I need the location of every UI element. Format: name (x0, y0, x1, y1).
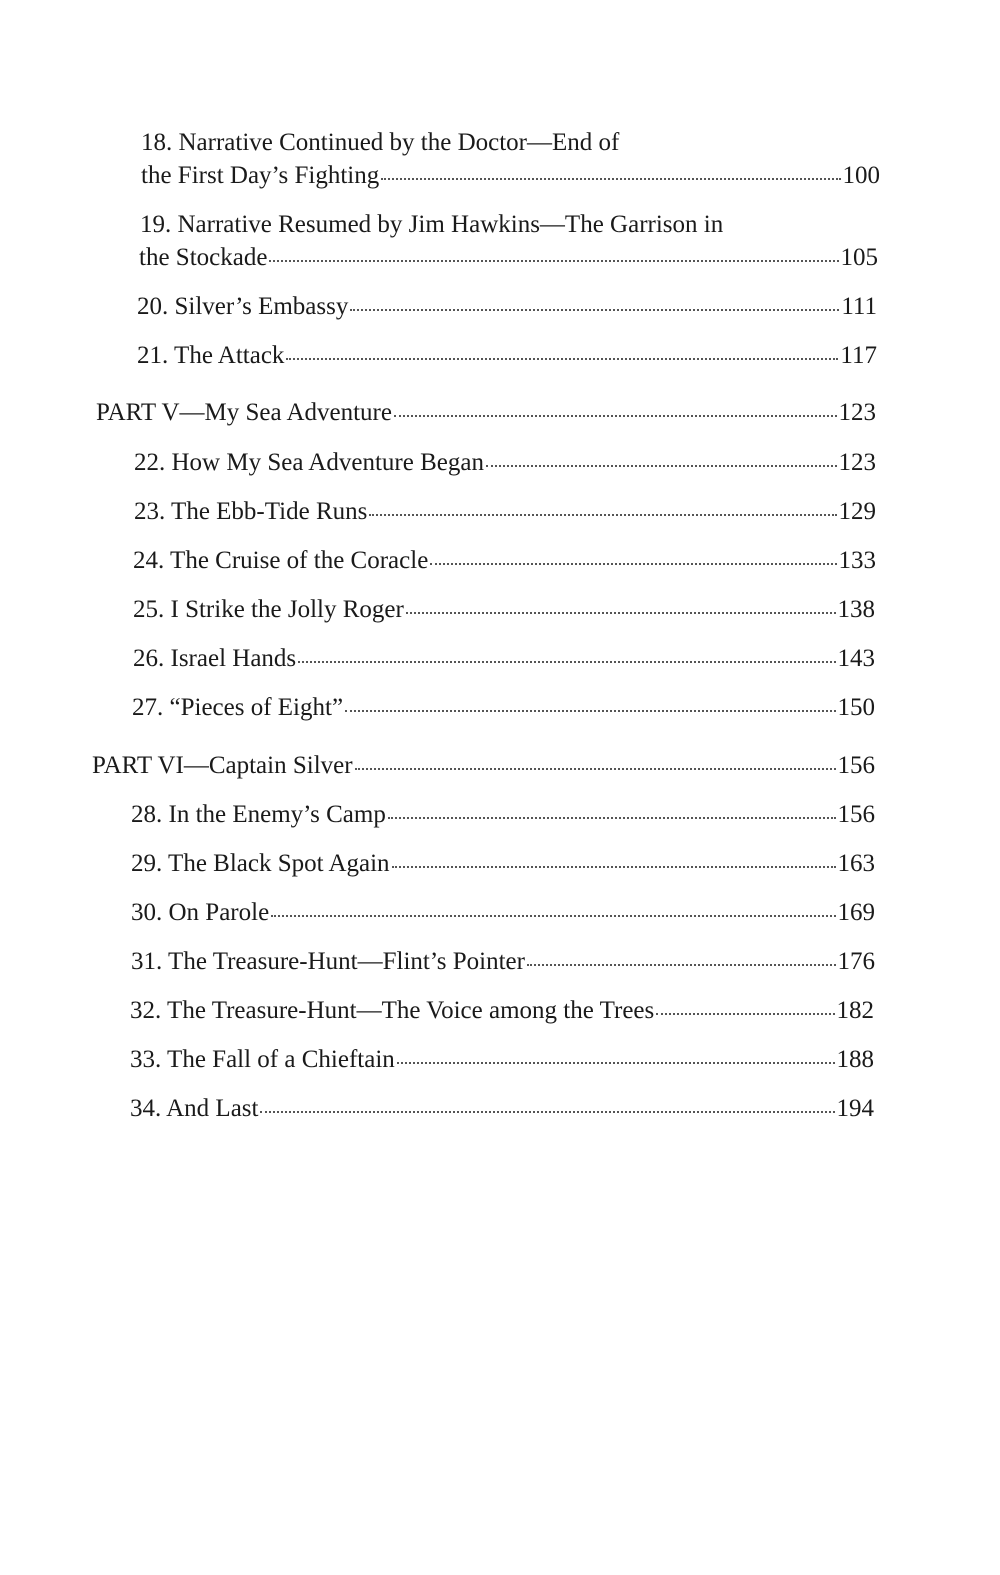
dot-leader (286, 358, 838, 360)
toc-entry-title: 23. The Ebb-Tide Runs (134, 498, 368, 525)
toc-entry-title: 26. Israel Hands (133, 645, 297, 672)
toc-entry-25 (133, 595, 875, 625)
toc-entry-24 (133, 546, 876, 576)
dot-leader (269, 260, 838, 262)
toc-entry-title: 25. I Strike the Jolly Roger (133, 596, 404, 623)
dot-leader (260, 1111, 834, 1113)
toc-entry-31 (131, 947, 875, 977)
toc-entry-29 (131, 849, 875, 879)
toc-entry-title: the First Day’s Fighting (141, 162, 380, 189)
toc-entry-title: 21. The Attack (137, 342, 285, 369)
toc-entry-title: 28. In the Enemy’s Camp (131, 801, 386, 828)
dot-leader (430, 563, 836, 565)
toc-entry-30 (131, 898, 875, 928)
toc-entry-18-line1: 18. Narrative Continued by the Doctor—End of (141, 129, 620, 156)
toc-entry-21 (137, 341, 877, 371)
toc-entry-title: the Stockade (139, 244, 268, 271)
dot-leader (369, 514, 836, 516)
dot-leader (527, 964, 836, 966)
toc-entry-title: 34. And Last (130, 1095, 259, 1122)
toc-entry-page: 156 (837, 801, 875, 828)
toc-entry-page: 188 (836, 1046, 874, 1073)
toc-entry-page: 129 (838, 498, 876, 525)
toc-entry-title: 30. On Parole (131, 899, 270, 926)
toc-entry-page: 176 (837, 948, 875, 975)
toc-entry-title: 32. The Treasure-Hunt—The Voice among the Trees (130, 997, 655, 1024)
toc-entry-18 (141, 161, 880, 191)
toc-entry-page: 169 (837, 899, 875, 926)
toc-part-title: PART VI—Captain Silver (92, 752, 353, 779)
toc-entry-27 (132, 693, 875, 723)
dot-leader (298, 661, 835, 663)
toc-entry-page: 100 (842, 162, 880, 189)
toc-entry-page: 182 (836, 997, 874, 1024)
toc-entry-page: 163 (837, 850, 875, 877)
toc-entry-page: 156 (837, 752, 875, 779)
toc-entry-22 (134, 448, 876, 478)
dot-leader (406, 612, 836, 614)
dot-leader (271, 915, 835, 917)
toc-entry-28 (131, 800, 875, 830)
toc-entry-page: 138 (837, 596, 875, 623)
toc-entry-page: 117 (840, 342, 877, 369)
toc-entry-page: 194 (836, 1095, 874, 1122)
dot-leader (350, 309, 839, 311)
dot-leader (345, 710, 835, 712)
toc-part-v (96, 398, 876, 428)
toc-entry-page: 150 (837, 694, 875, 721)
toc-entry-page: 123 (838, 449, 876, 476)
toc-entry-page: 111 (841, 293, 877, 320)
toc-entry-32 (130, 996, 874, 1026)
toc-part-vi (92, 751, 875, 781)
toc-entry-title: 29. The Black Spot Again (131, 850, 390, 877)
dot-leader (486, 465, 837, 467)
toc-entry-23 (134, 497, 876, 527)
toc-entry-20 (137, 292, 877, 322)
dot-leader (394, 415, 837, 417)
toc-entry-title: 33. The Fall of a Chieftain (130, 1046, 395, 1073)
toc-entry-title: 24. The Cruise of the Coracle (133, 547, 429, 574)
toc-entry-34 (130, 1094, 874, 1124)
toc-entry-page: 143 (837, 645, 875, 672)
toc-entry-33 (130, 1045, 874, 1075)
toc-entry-19 (139, 243, 878, 273)
toc-entry-title: 31. The Treasure-Hunt—Flint’s Pointer (131, 948, 525, 975)
toc-entry-title: 27. “Pieces of Eight” (132, 694, 344, 721)
toc-entry-title: 20. Silver’s Embassy (137, 293, 349, 320)
dot-leader (392, 866, 836, 868)
dot-leader (656, 1013, 834, 1015)
dot-leader (381, 178, 840, 180)
toc-entry-page: 133 (838, 547, 876, 574)
toc-part-title: PART V—My Sea Adventure (96, 399, 392, 426)
toc-entry-title: 22. How My Sea Adventure Began (134, 449, 484, 476)
toc-entry-26 (133, 644, 875, 674)
dot-leader (388, 817, 836, 819)
toc-entry-page: 123 (838, 399, 876, 426)
dot-leader (355, 768, 836, 770)
toc-entry-page: 105 (840, 244, 878, 271)
toc-entry-19-line1: 19. Narrative Resumed by Jim Hawkins—The Garrison in (140, 211, 724, 238)
dot-leader (397, 1062, 835, 1064)
